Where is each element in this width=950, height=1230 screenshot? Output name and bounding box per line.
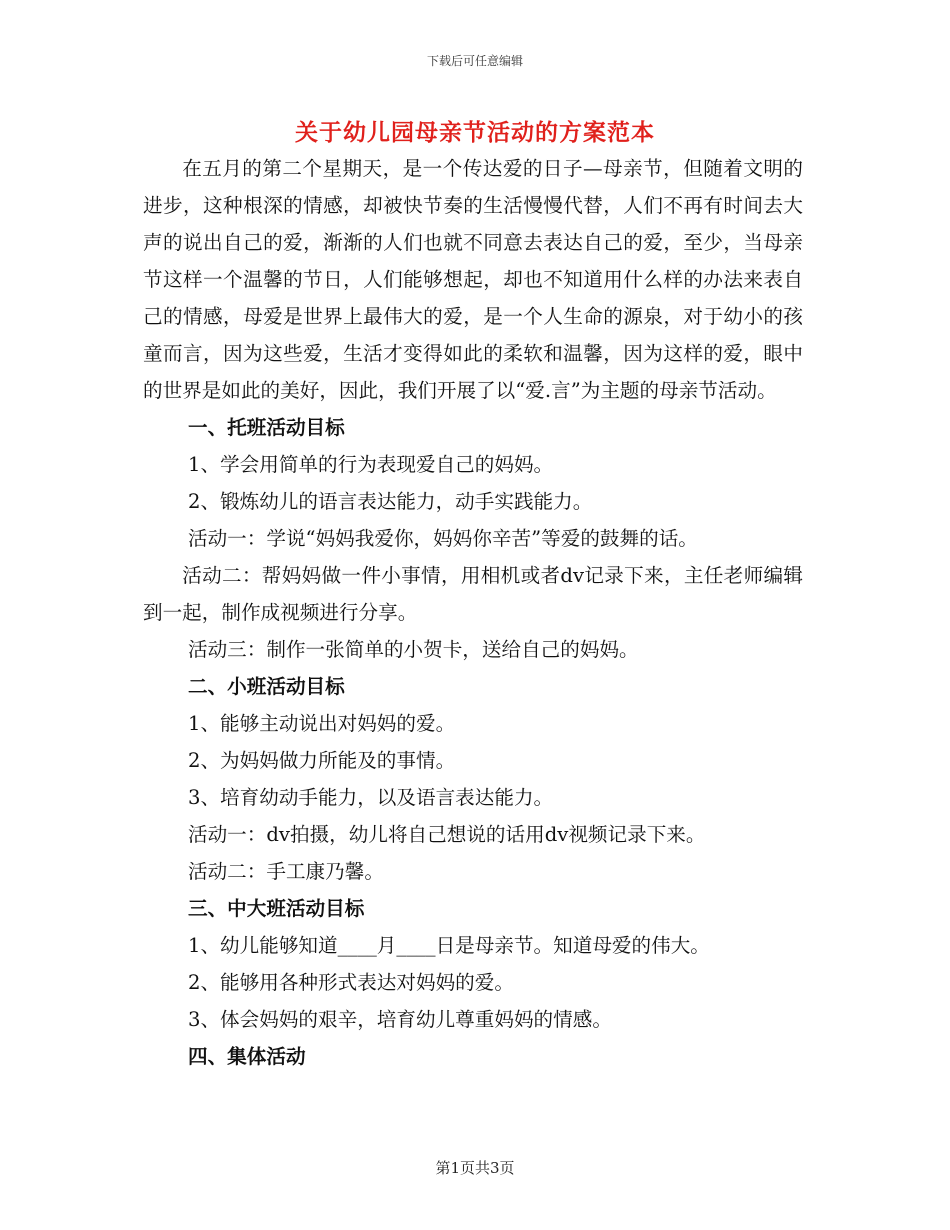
section-heading-4: 四、集体活动 — [188, 1045, 306, 1068]
section-heading-3: 三、中大班活动目标 — [188, 897, 365, 920]
page-header: 下载后可任意编辑 — [426, 54, 523, 68]
section-heading-2: 二、小班活动目标 — [188, 675, 345, 698]
document-title: 关于幼儿园母亲节活动的方案范本 — [295, 119, 655, 146]
list-item: 1、学会用简单的行为表现爱自己的妈妈。 — [188, 453, 554, 476]
section-heading-1: 一、托班活动目标 — [188, 416, 345, 439]
document-body — [143, 150, 803, 1075]
list-item: 3、培育幼动手能力，以及语言表达能力。 — [188, 786, 554, 809]
page-footer: 第1页共3页 — [435, 1159, 515, 1177]
list-item: 活动三：制作一张简单的小贺卡，送给自己的妈妈。 — [188, 638, 639, 661]
list-item: 1、能够主动说出对妈妈的爱。 — [188, 712, 456, 735]
list-item: 活动一：学说“妈妈我爱你，妈妈你辛苦”等爱的鼓舞的话。 — [188, 527, 698, 550]
list-item: 2、能够用各种形式表达对妈妈的爱。 — [188, 971, 514, 994]
list-item: 1、幼儿能够知道____月____日是母亲节。知道母爱的伟大。 — [188, 934, 710, 957]
list-item: 2、为妈妈做力所能及的事情。 — [188, 749, 456, 772]
intro-paragraph: 在五月的第二个星期天，是一个传达爱的日子—母亲节，但随着文明的进步，这种根深的情感，却被快节奏的生活慢慢代替，人们不再有时间去大声的说出自己的爱，渐渐的人们也就不同意去表达自己的爱，至少，当母亲节这样一个温馨的节日，人们能够想起，却也不知道用什么样的办法来表自己的情感，母爱是世界上最伟大的爱，是一个人生命的源泉，对于幼小的孩童而言，因为这些爱，生活才变得如此的柔软和温馨，因为这样的爱，眼中的世界是如此的美好，因此，我们开展了以“爱.言”为主题的母亲节活动。 — [143, 157, 803, 402]
list-item: 3、体会妈妈的艰辛，培育幼儿尊重妈妈的情感。 — [188, 1008, 612, 1031]
list-item: 2、锻炼幼儿的语言表达能力，动手实践能力。 — [188, 490, 593, 513]
list-item: 活动二：手工康乃馨。 — [188, 860, 384, 883]
list-item: 活动二：帮妈妈做一件小事情，用相机或者dv记录下来，主任老师编辑到一起，制作成视频进行分享。 — [143, 564, 803, 624]
list-item: 活动一：dv拍摄，幼儿将自己想说的话用dv视频记录下来。 — [188, 823, 706, 846]
